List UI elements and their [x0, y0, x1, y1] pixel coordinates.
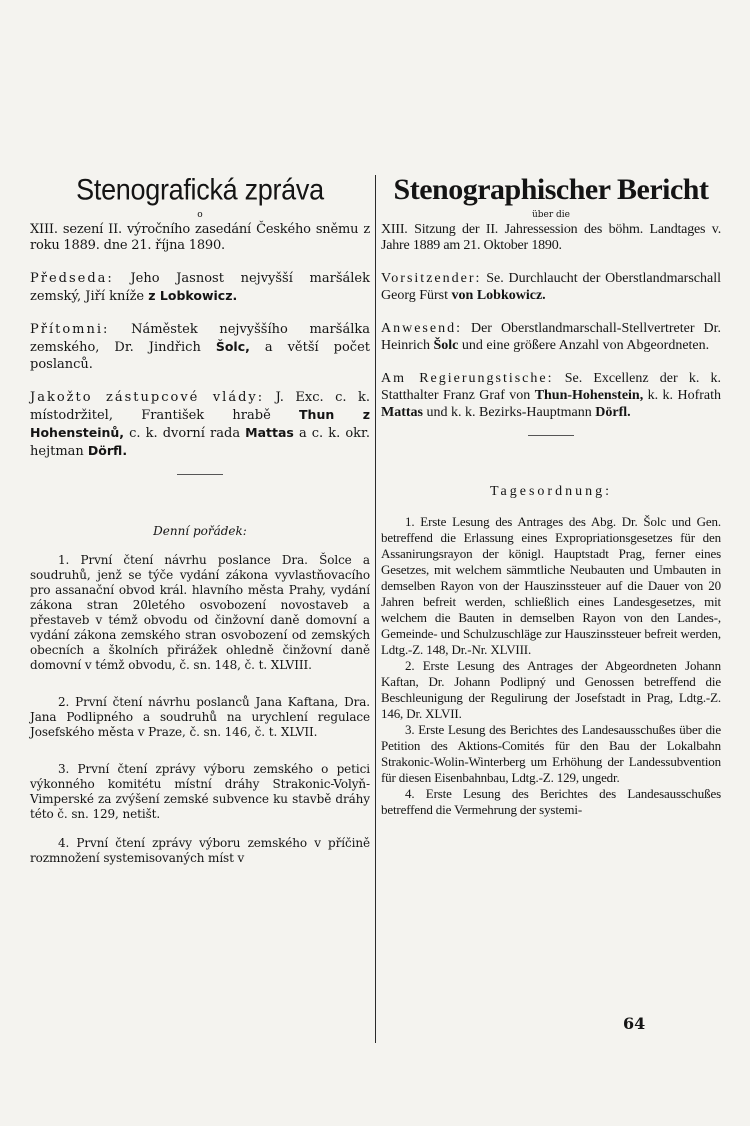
czech-gov-text-2: c. k. dvorní rada	[129, 426, 241, 441]
german-gov-text-1: Se. Excellenz der k. k. Statthalter Franz Graf von	[381, 371, 721, 403]
german-present	[381, 320, 721, 354]
german-title: Stenographischer Bericht	[393, 173, 709, 206]
czech-column	[30, 172, 370, 866]
czech-agenda-item-1: 1. První čtení návrhu poslance Dra. Šolce a soudruhů, jenž se týče vydání zákona vyvlastňovacího pro assanační obvod král. hlavního města Prahy, vydání zákona stran 20letého osvobození novostaveb a přestaveb v témž obvodu od činžovní daně domovní a vydání zákona zemského stran osvobození od zemských obecních a školních přirážek ohledně činžovní daně domovní v témž obvodu, č. sn. 148, č. t. XLVIII.	[30, 553, 370, 672]
czech-present	[30, 321, 370, 373]
czech-agenda-title: Denní pořádek:	[153, 524, 247, 538]
czech-agenda-list	[30, 553, 370, 866]
czech-subtitle: o	[197, 210, 203, 220]
czech-chair	[30, 270, 370, 305]
german-gov-name-2: Mattas	[381, 405, 423, 420]
czech-chair-name: z Lobkowicz.	[148, 288, 238, 303]
german-present-label: Anwesend:	[381, 321, 462, 336]
czech-gov-text-1: J. Exc. c. k. místodržitel, František hrabě	[30, 390, 370, 423]
german-government	[381, 370, 721, 421]
german-chair-text: Se. Durchlaucht der Oberstlandmarschall Georg Fürst	[381, 271, 721, 303]
german-gov-name-1: Thun-Hohenstein,	[534, 388, 644, 403]
german-gov-label: Am Regierungstische:	[381, 371, 554, 386]
german-present-name: Šolc	[433, 338, 459, 353]
czech-present-text-1: Náměstek nejvyššího maršálka zemského, Dr. Jindřich	[30, 322, 370, 355]
german-chair-name: von Lobkowicz.	[451, 288, 546, 303]
german-agenda-item-2: 2. Erste Lesung des Antrages der Abgeordneten Johann Kaftan, Dr. Johann Podlipný und Genossen betreffend die Beschleunigung der Regulirung der Josefstadt in Prag, Ldtg.-Z. 146, Dr. XLVII.	[381, 658, 721, 721]
german-present-text-2: und eine größere Anzahl von Abgeordneten.	[461, 338, 710, 353]
czech-gov-name-1: Thun z Hohensteinů,	[30, 407, 370, 440]
german-gov-text-3: und k. k. Bezirks-Hauptmann	[426, 405, 592, 420]
czech-government	[30, 389, 370, 460]
german-chair	[381, 270, 721, 304]
german-separator	[528, 435, 574, 436]
german-gov-name-3: Dörfl.	[595, 405, 631, 420]
german-present-text-1: Der Oberstlandmarschall-Stellvertreter Dr. Heinrich	[381, 321, 722, 353]
german-chair-label: Vorsitzender:	[381, 271, 482, 286]
german-subtitle: über die	[531, 210, 570, 220]
czech-agenda-item-4: 4. První čtení zprávy výboru zemského v příčině rozmnožení systemisovaných míst v	[30, 836, 370, 865]
czech-present-name: Šolc,	[215, 339, 250, 354]
czech-gov-name-3: Dörfl.	[87, 443, 128, 458]
czech-title: Stenografická zpráva	[76, 173, 324, 207]
czech-agenda-item-3: 3. První čtení zprávy výboru zemského o petici výkonného komitétu místní dráhy Strakonic-Volyň-Vimperské za zvýšení zemské subvence ku stavbě dráhy této č. sn. 129, netišt.	[30, 762, 370, 821]
czech-session-line: XIII. sezení II. výročního zasedání Českého sněmu z roku 1889. dne 21. října 1890.	[30, 222, 370, 253]
german-column	[381, 172, 721, 818]
czech-agenda-item-2: 2. První čtení návrhu poslanců Jana Kaftana, Dra. Jana Podlipného a soudruhů na urychlení regulace Josefského města v Praze, č. sn. 146, č. t. XLVII.	[30, 695, 370, 739]
german-agenda-title: Tagesordnung:	[489, 484, 612, 499]
czech-chair-text: Jeho Jasnost nejvyšší maršálek zemský, Jiří kníže	[30, 271, 370, 304]
czech-separator	[177, 474, 223, 475]
czech-gov-label: Jakožto zástupcové vlády:	[30, 390, 265, 405]
czech-gov-text-3: a c. k. okr. hejtman	[30, 426, 370, 459]
german-gov-text-2: k. k. Hofrath	[647, 388, 721, 403]
czech-gov-name-2: Mattas	[245, 425, 294, 440]
german-agenda-item-3: 3. Erste Lesung des Berichtes des Landesausschußes über die Petition des Aktions-Comités für den Bau der Lokalbahn Strakonic-Wolin-Winterberg um Erhöhung der Landessubvention für diesen Eisenbahnbau, Ldtg.-Z. 129, ungedr.	[381, 722, 721, 785]
german-agenda-list	[381, 514, 721, 818]
czech-chair-label: Předseda:	[30, 271, 114, 286]
column-divider	[375, 175, 376, 1043]
german-agenda-item-1: 1. Erste Lesung des Antrages des Abg. Dr. Šolc und Gen. betreffend die Erlassung eines Expropriationsgesetzes für den Assanirungsrayon der königl. Hauptstadt Prag, ferner eines Gesetzes, mit welchem sämmtliche Neubauten und Umbauten in demselben Rayon von der Hauszinssteuer auf die Dauer von 20 Jahren befreit werden, schließlich eines Landesgesetzes, mit welchem die Bauten in demselben Rayon von den Landes-, Gemeinde- und Schulzuschläge zur Hauszinssteuer befreit werden, Ldtg.-Z. 148, Dr.-Nr. XLVIII.	[381, 514, 721, 657]
german-session-line: XIII. Sitzung der II. Jahressession des böhm. Landtages v. Jahre 1889 am 21. Oktober 1890.	[381, 222, 721, 253]
german-agenda-item-4: 4. Erste Lesung des Berichtes des Landesausschußes betreffend die Vermehrung der systemi-	[381, 786, 721, 817]
czech-present-text-2: a větší počet poslanců.	[30, 340, 371, 372]
czech-present-label: Přítomni:	[30, 322, 110, 337]
page-number: 64	[623, 1014, 646, 1033]
